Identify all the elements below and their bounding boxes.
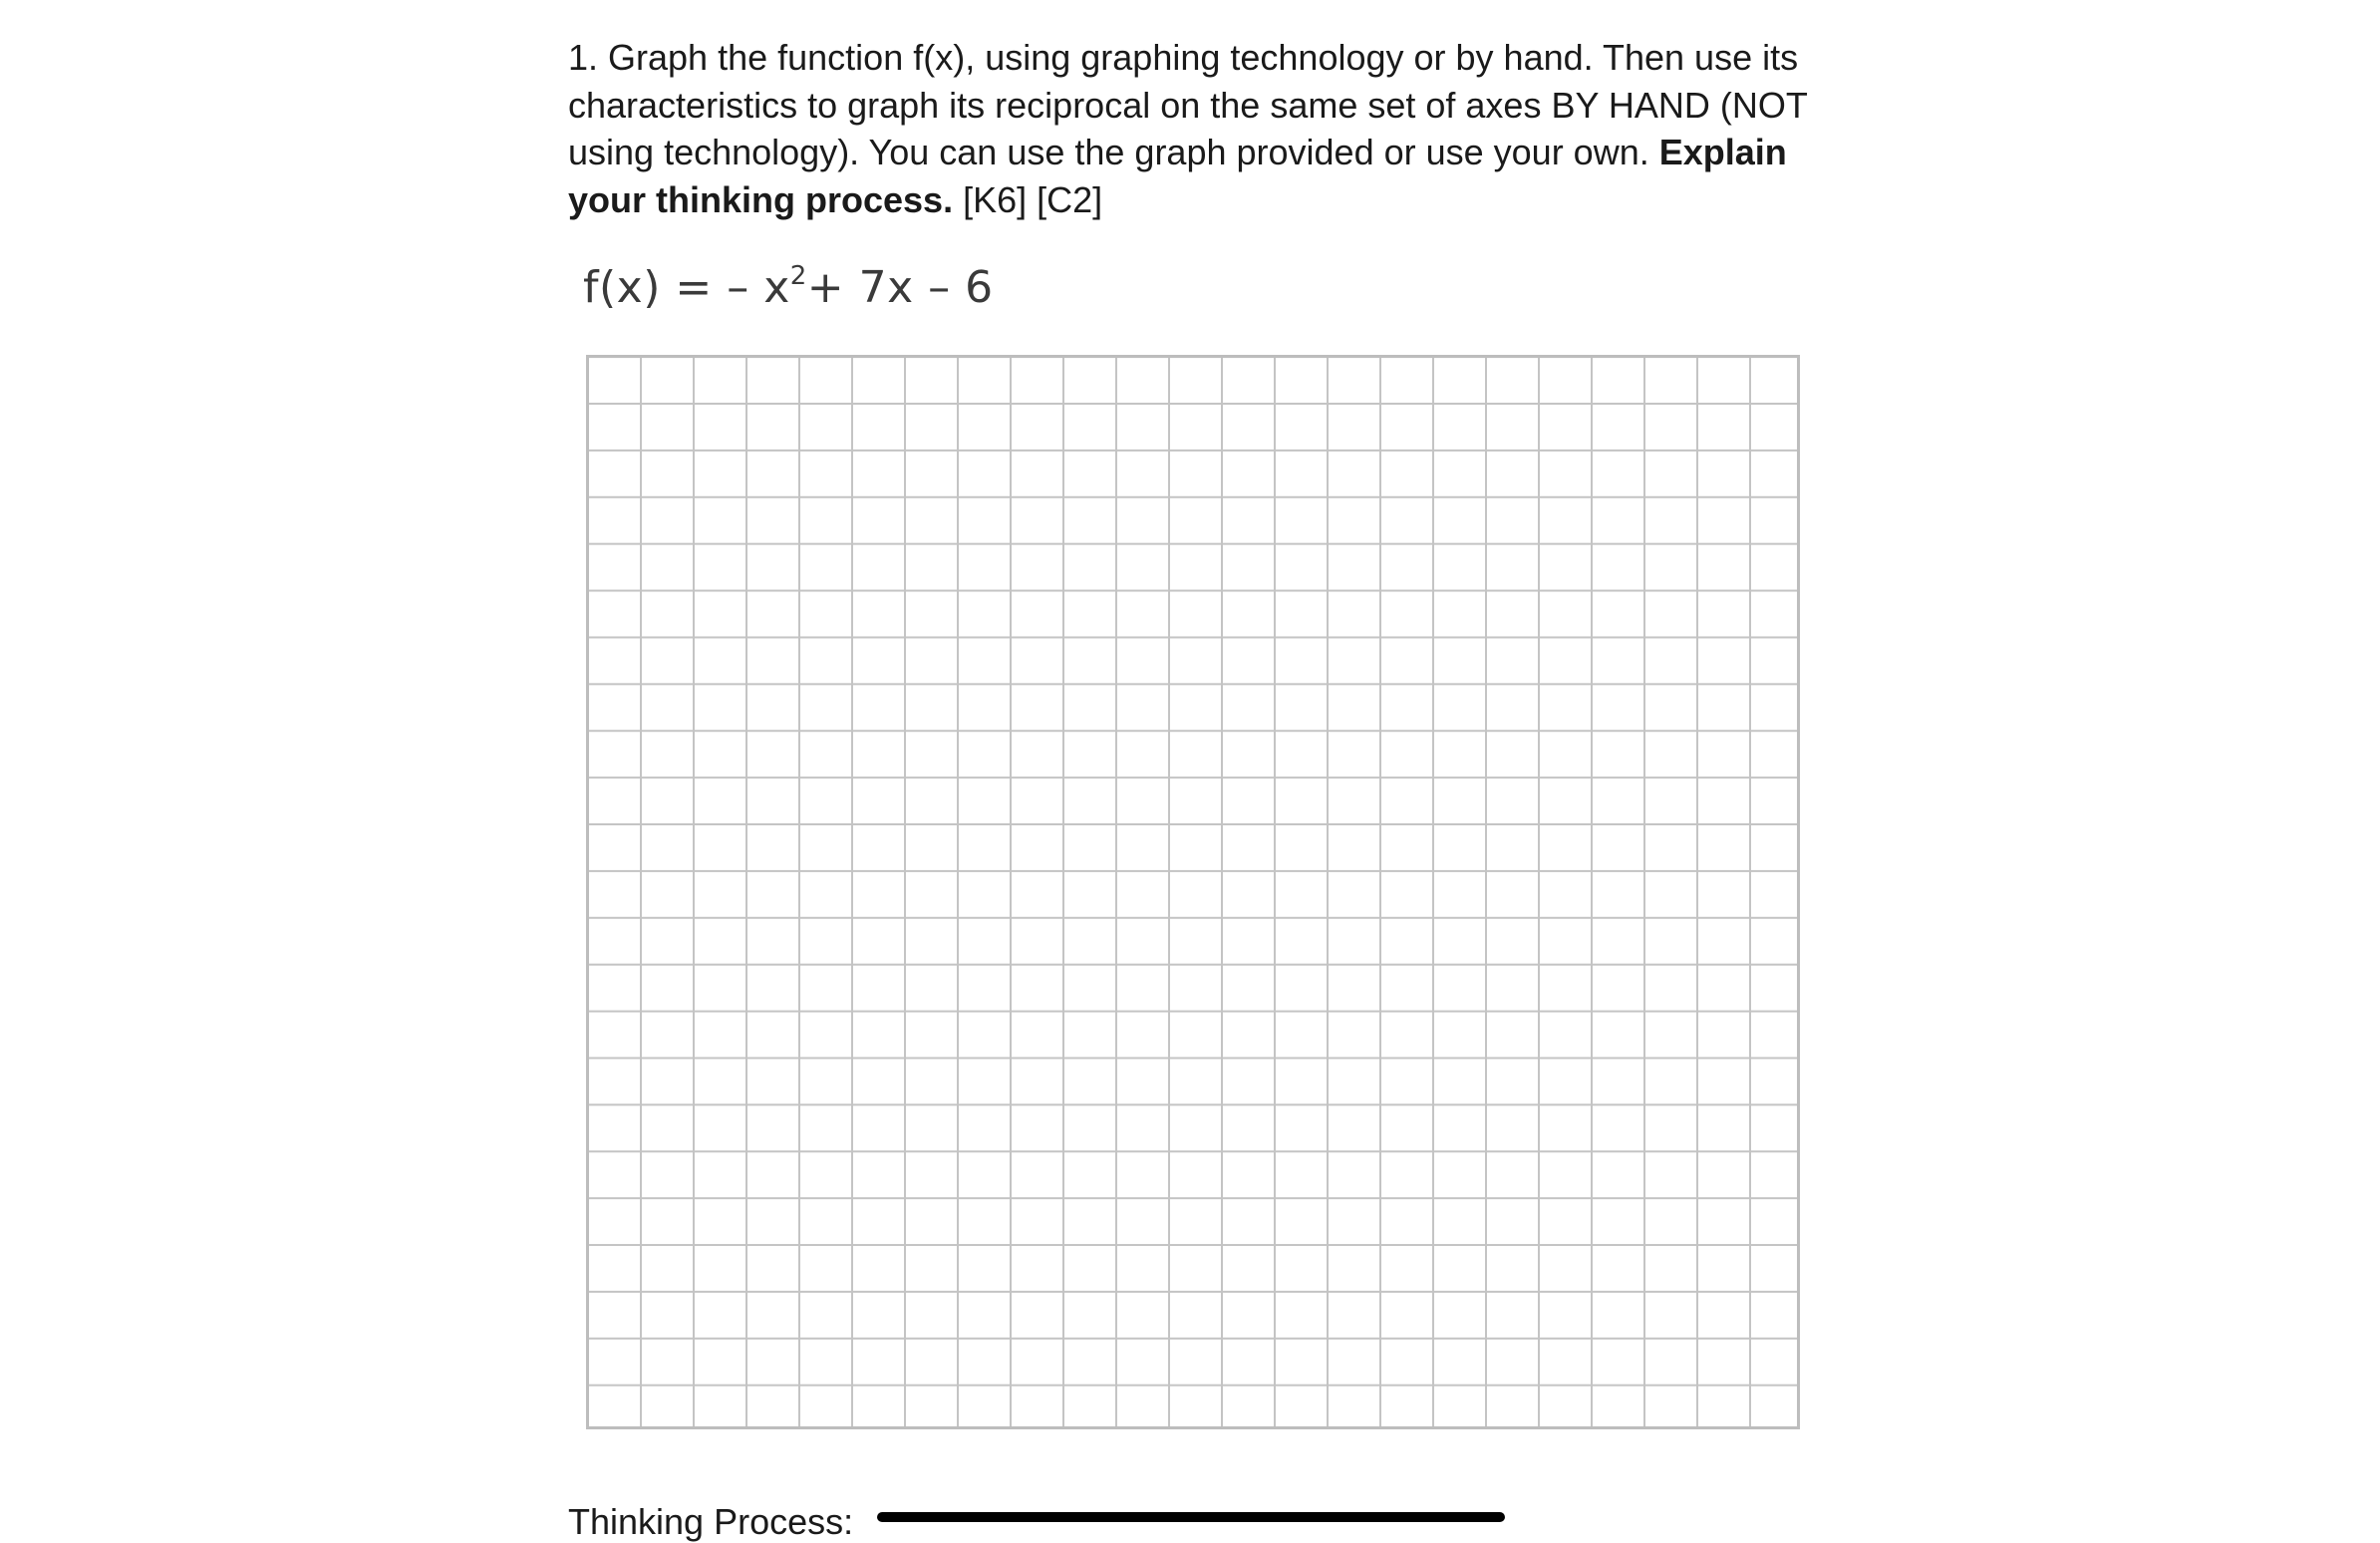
question-codes: [K6] [C2] xyxy=(953,178,1103,220)
answer-line[interactable] xyxy=(877,1512,1505,1522)
question-emphasis: Explain your thinking process. xyxy=(568,132,1787,220)
formula-lhs: f(x) = xyxy=(583,262,728,313)
question-text xyxy=(568,34,1824,223)
graph-paper-grid[interactable] xyxy=(586,355,1800,1429)
formula-rest: + 7x – 6 xyxy=(806,262,994,313)
formula-exponent: 2 xyxy=(789,261,807,291)
question-intro: 1. Graph the function f(x), using graphing technology or by hand. Then use its characteristics to graph its reciprocal on the same set of axes BY HAND (NOT using technology). You can use the graph provided or use your own. xyxy=(568,37,1808,172)
formula-minus-x: – x xyxy=(727,262,790,313)
thinking-process-label: Thinking Process: xyxy=(568,1501,854,1542)
function-formula xyxy=(583,261,994,313)
